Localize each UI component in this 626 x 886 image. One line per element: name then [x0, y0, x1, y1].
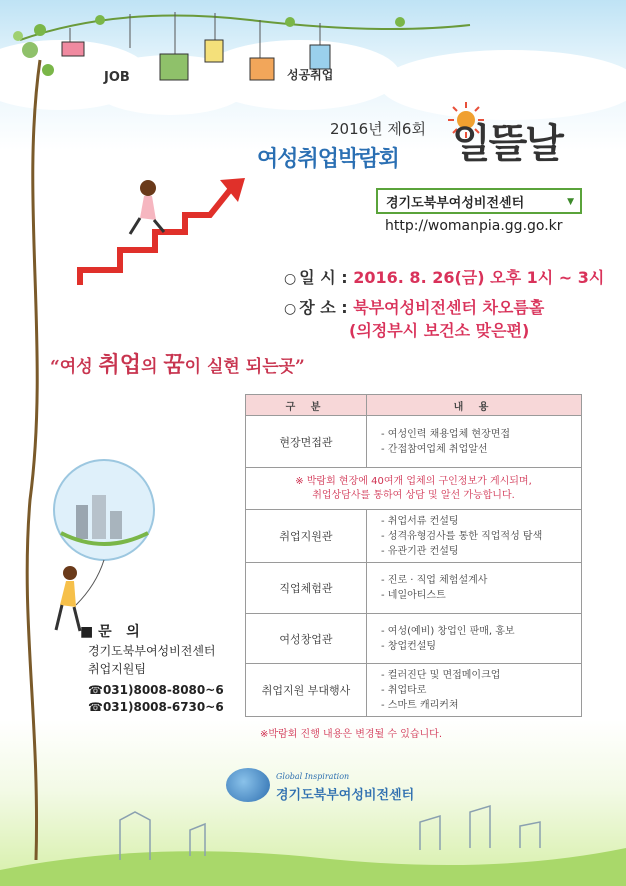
table-header-row	[246, 395, 582, 416]
table-item: - 창업컨설팅	[381, 640, 437, 652]
table-item: - 취업서류 컨설팅	[381, 515, 459, 527]
contact-org: 경기도북부여성비전센터	[88, 644, 216, 658]
table-category: 취업지원 부대행사	[246, 664, 367, 717]
place-sub-row	[349, 318, 529, 341]
footer-org-name: 경기도북부여성비전센터	[276, 788, 415, 803]
table-item: - 성격유형검사를 통한 직업적성 탐색	[381, 530, 543, 542]
place-row	[284, 295, 544, 318]
place-value: 북부여성비전센터 차오름홀	[353, 298, 545, 317]
notice-line: 취업상담사를 통하여 상담 및 알선 가능합니다.	[312, 489, 515, 501]
table-items	[367, 664, 582, 717]
table-notice	[246, 468, 582, 510]
table-item: - 취업타로	[381, 684, 427, 696]
slogan-part: 의	[141, 357, 164, 377]
table-items	[367, 614, 582, 664]
logo-title: 일뜰날	[452, 121, 562, 167]
table-category: 현장면접관	[246, 416, 367, 468]
table-item: - 진로 · 직업 체험설계사	[381, 575, 488, 586]
globe-logo-icon	[226, 768, 270, 802]
date-row	[284, 265, 604, 288]
contact-phone-1: ☎031)8008-8080~6	[88, 683, 224, 697]
slogan-part: 이 실현 되는곳”	[184, 357, 305, 377]
square-bullet-icon: ■	[80, 624, 94, 640]
deco-success-text: 성공취업	[287, 68, 334, 82]
table-row	[246, 664, 582, 717]
table-item: - 유관기관 컨설팅	[381, 545, 459, 557]
stairs-arrow-graphic	[60, 170, 260, 300]
table-header-content: 내 용	[367, 395, 582, 416]
city-skyline-decoration	[0, 800, 626, 886]
place-sub: (의정부시 보건소 맞은편)	[349, 321, 530, 340]
table-item: - 네일아티스트	[381, 590, 446, 601]
center-name: 경기도북부여성비전센터	[386, 195, 525, 211]
table-item: - 여성(예비) 창업인 판매, 홍보	[381, 625, 515, 637]
table-row	[246, 614, 582, 664]
program-table	[245, 394, 582, 717]
table-category: 취업지원관	[246, 510, 367, 563]
table-notice-row	[246, 468, 582, 510]
slogan-emphasis: 꿈	[163, 352, 185, 378]
table-item: - 여성인력 채용업체 현장면접	[381, 428, 511, 440]
circle-bullet-icon: ○	[284, 301, 297, 317]
table-row	[246, 416, 582, 468]
table-category: 직업체험관	[246, 563, 367, 614]
table-row	[246, 563, 582, 614]
place-label: 장 소 :	[299, 298, 348, 317]
circle-bullet-icon: ○	[284, 271, 297, 287]
table-header-category: 구 분	[246, 395, 367, 416]
event-name: 여성취업박람회	[257, 147, 399, 172]
contact-team: 취업지원팀	[88, 662, 146, 676]
notice-line: ※ 박람회 현장에 40여개 업체의 구인정보가 게시되며,	[295, 475, 532, 487]
table-items	[367, 510, 582, 563]
slogan-part: “여성	[50, 357, 99, 377]
footer-tagline: Global Inspiration	[276, 772, 350, 781]
table-item: - 스마트 캐리커쳐	[381, 699, 459, 711]
table-items	[367, 563, 582, 614]
table-row	[246, 510, 582, 563]
table-footnote: ※박람회 진행 내용은 변경될 수 있습니다.	[260, 729, 443, 740]
vine-decoration	[0, 0, 626, 120]
center-url: http://womanpia.gg.go.kr	[385, 218, 563, 234]
triangle-down-icon: ▼	[567, 197, 574, 207]
tree-trunk-decoration	[0, 0, 60, 886]
contact-title	[80, 621, 140, 641]
table-item: - 간접참여업체 취업알선	[381, 443, 488, 455]
slogan	[50, 348, 305, 379]
date-label: 일 시 :	[299, 268, 348, 287]
deco-job-text: JOB	[104, 70, 130, 85]
center-name-box	[376, 188, 582, 214]
table-category: 여성창업관	[246, 614, 367, 664]
table-items	[367, 416, 582, 468]
contact-title-text: 문 의	[98, 624, 140, 640]
slogan-emphasis: 취업	[98, 352, 142, 378]
event-year-edition: 2016년 제6회	[330, 120, 426, 138]
table-item: - 컬러진단 및 면접메이크업	[381, 669, 501, 681]
date-value: 2016. 8. 26(금) 오후 1시 ~ 3시	[353, 268, 605, 287]
contact-phone-2: ☎031)8008-6730~6	[88, 700, 224, 714]
